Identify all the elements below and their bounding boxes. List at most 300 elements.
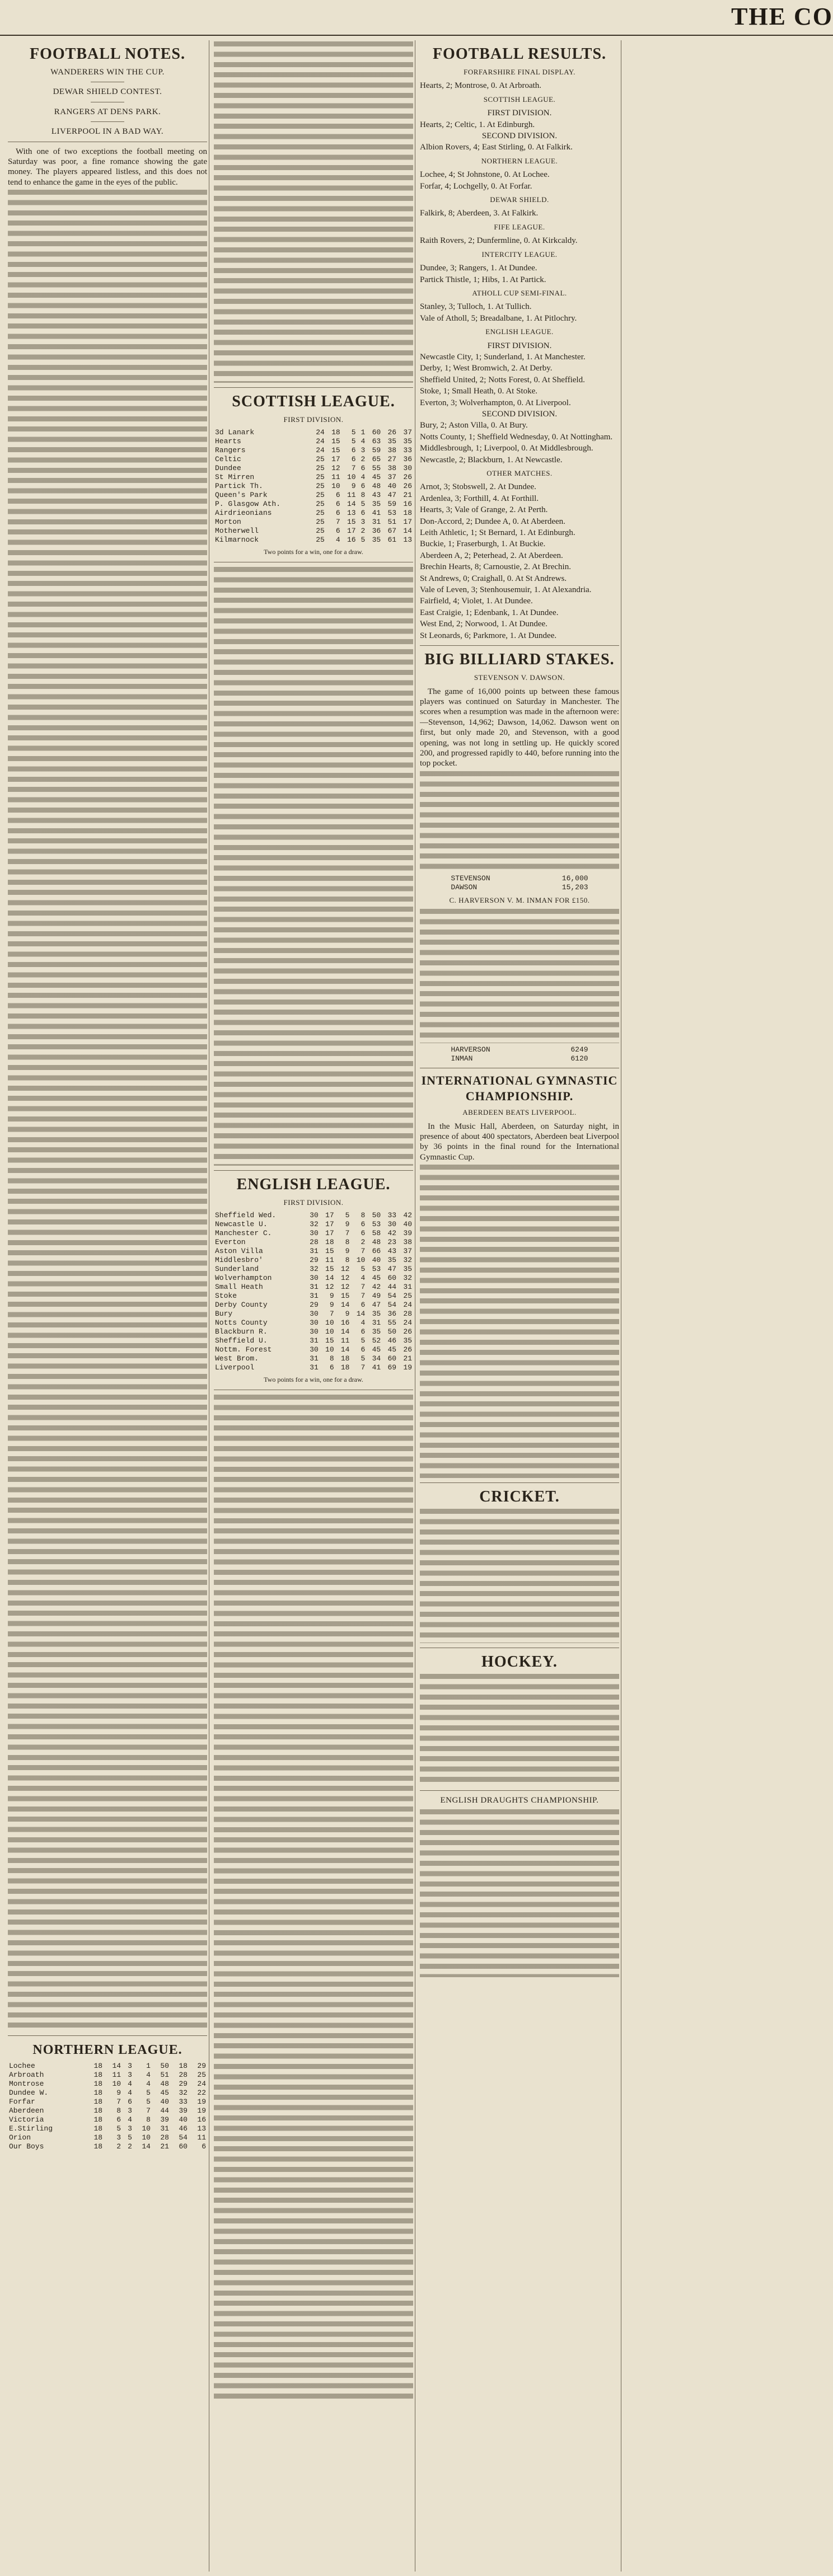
stat-cell: 42: [387, 1229, 397, 1238]
stat-cell: 29: [310, 1256, 319, 1265]
team-cell: St Mirren: [215, 473, 255, 482]
result-line: East Craigie, 1; Edenbank, 1. At Dundee.: [420, 608, 559, 617]
stat-cell: 24: [403, 1319, 412, 1327]
stat-cell: 28: [160, 2133, 169, 2142]
stat-cell: 18: [93, 2106, 103, 2115]
stat-cell: 5: [345, 1211, 350, 1220]
article-text-block: [8, 190, 207, 2031]
article-text-block: [420, 909, 619, 1043]
result-line: Derby, 1; West Bromwich, 2. At Derby.: [420, 364, 553, 373]
stat-cell: 55: [372, 464, 381, 473]
stat-cell: 4: [361, 1274, 366, 1283]
stat-cell: 6: [335, 509, 340, 518]
result-line: FIRST DIVISION.: [487, 109, 552, 118]
stat-cell: 14: [347, 500, 356, 509]
stat-cell: 35: [387, 1256, 397, 1265]
stat-cell: 6: [128, 2098, 132, 2106]
results-section-title: OTHER MATCHES.: [486, 469, 553, 477]
stat-cell: 7: [361, 1363, 366, 1372]
stat-cell: 6: [361, 509, 366, 518]
table-row: [8, 2115, 207, 2124]
scottish-league-heading: SCOTTISH LEAGUE.: [232, 393, 395, 410]
stat-cell: 5: [361, 1336, 366, 1345]
stat-cell: 33: [387, 1211, 397, 1220]
stat-cell: 5: [128, 2133, 132, 2142]
stat-cell: 53: [387, 509, 397, 518]
result-line: Aberdeen A, 2; Peterhead, 2. At Aberdeen.: [420, 551, 563, 560]
stat-cell: 5: [146, 2098, 151, 2106]
stat-cell: 12: [340, 1283, 350, 1292]
table-row: [214, 1345, 413, 1354]
gymnastics-scores-block: [420, 1165, 619, 1478]
stat-cell: 5: [351, 428, 356, 437]
stat-cell: 21: [403, 491, 412, 500]
stat-cell: 31: [372, 1319, 381, 1327]
stat-cell: 7: [361, 1292, 366, 1301]
stat-cell: 5: [146, 2089, 151, 2098]
stat-cell: 67: [387, 527, 397, 536]
column-leagues: [214, 41, 413, 2570]
stat-cell: 4: [146, 2071, 151, 2080]
team-cell: P. Glasgow Ath.: [215, 500, 281, 509]
stat-cell: 30: [403, 464, 412, 473]
stat-cell: 7: [329, 1310, 334, 1319]
stat-cell: 3: [128, 2071, 132, 2080]
stat-cell: 16: [403, 500, 412, 509]
stat-cell: 11: [197, 2133, 206, 2142]
stat-cell: 45: [387, 1345, 397, 1354]
stat-cell: 66: [372, 1247, 381, 1256]
stat-cell: 43: [387, 1247, 397, 1256]
stat-cell: 4: [128, 2089, 132, 2098]
stat-cell: 45: [372, 1274, 381, 1283]
article-text-block: [214, 1395, 413, 2402]
stat-cell: 31: [310, 1247, 319, 1256]
stat-cell: 7: [116, 2098, 121, 2106]
stat-cell: 44: [387, 1283, 397, 1292]
team-cell: Aston Villa: [215, 1247, 263, 1256]
billiards-match: STEVENSON V. DAWSON.: [474, 673, 565, 682]
stat-cell: 3: [128, 2124, 132, 2133]
divider: [214, 387, 413, 388]
stat-cell: 18: [93, 2089, 103, 2098]
stat-cell: 15: [325, 1265, 334, 1274]
stat-cell: 25: [316, 482, 325, 491]
table-row: [214, 1238, 413, 1247]
stat-cell: 7: [361, 1283, 366, 1292]
team-cell: Middlesbro': [215, 1256, 263, 1265]
result-line: Raith Rovers, 2; Dunfermline, 0. At Kirkcaldy.: [420, 236, 578, 246]
table-row: [214, 1363, 413, 1372]
stat-cell: 50: [372, 1211, 381, 1220]
stat-cell: 47: [387, 1265, 397, 1274]
stat-cell: 8: [361, 1211, 366, 1220]
team-cell: DAWSON: [451, 883, 478, 891]
table-row: [214, 437, 413, 446]
team-cell: Dundee W.: [9, 2089, 49, 2098]
stat-cell: 14: [112, 2062, 121, 2071]
team-cell: Queen's Park: [215, 491, 268, 500]
result-line: Dundee, 3; Rangers, 1. At Dundee.: [420, 264, 537, 273]
divider: [8, 2035, 207, 2036]
stat-cell: 15,203: [561, 883, 588, 891]
result-line: Newcastle, 2; Blackburn, 1. At Newcastle.: [420, 455, 563, 464]
team-cell: Orion: [9, 2133, 31, 2142]
table-row: [214, 446, 413, 455]
stat-cell: 6: [335, 527, 340, 536]
stat-cell: 17: [325, 1220, 334, 1229]
result-line: Vale of Leven, 3; Stenhousemuir, 1. At Alexandria.: [420, 585, 592, 595]
stat-cell: 39: [160, 2115, 169, 2124]
stat-cell: 35: [372, 500, 381, 509]
stat-cell: 38: [387, 464, 397, 473]
table-row: [8, 2098, 207, 2106]
stat-cell: 25: [316, 518, 325, 527]
stat-cell: 8: [329, 1354, 334, 1363]
stat-cell: 69: [387, 1363, 397, 1372]
hockey-heading: HOCKEY.: [481, 1653, 558, 1671]
results-list: [420, 67, 619, 641]
stat-cell: 9: [351, 482, 356, 491]
stat-cell: 12: [325, 1283, 334, 1292]
stat-cell: 34: [372, 1354, 381, 1363]
team-cell: Motherwell: [215, 527, 259, 536]
table-row: [450, 1054, 589, 1063]
stat-cell: 29: [310, 1301, 319, 1310]
results-section-title: NORTHERN LEAGUE.: [481, 156, 558, 165]
stat-cell: 30: [310, 1310, 319, 1319]
stat-cell: 30: [310, 1327, 319, 1336]
stat-cell: 32: [310, 1265, 319, 1274]
stat-cell: 22: [197, 2089, 206, 2098]
stat-cell: 2: [128, 2142, 132, 2151]
stat-cell: 7: [146, 2106, 151, 2115]
stat-cell: 24: [197, 2080, 206, 2089]
article-text-block: [420, 771, 619, 872]
stat-cell: 52: [372, 1336, 381, 1345]
table-row: [214, 473, 413, 482]
team-cell: 3d Lanark: [215, 428, 255, 437]
stat-cell: 4: [128, 2080, 132, 2089]
table-row: [214, 536, 413, 545]
stat-cell: 3: [128, 2062, 132, 2071]
stat-cell: 35: [372, 536, 381, 545]
results-section-title: ENGLISH LEAGUE.: [485, 327, 554, 336]
result-line: FIRST DIVISION.: [487, 341, 552, 350]
stat-cell: 53: [372, 1220, 381, 1229]
stat-cell: 16: [347, 536, 356, 545]
stat-cell: 30: [310, 1345, 319, 1354]
table-row: [214, 1283, 413, 1292]
stat-cell: 9: [345, 1247, 350, 1256]
stat-cell: 18: [93, 2071, 103, 2080]
team-cell: Nottm. Forest: [215, 1345, 272, 1354]
table-row: [214, 1292, 413, 1301]
stat-cell: 47: [387, 491, 397, 500]
team-cell: Hearts: [215, 437, 241, 446]
results-section-title: ATHOLL CUP SEMI-FINAL.: [472, 288, 567, 297]
stat-cell: 36: [372, 527, 381, 536]
stat-cell: 2: [116, 2142, 121, 2151]
stat-cell: 33: [403, 446, 412, 455]
stat-cell: 18: [325, 1238, 334, 1247]
divider: [420, 1482, 619, 1483]
stat-cell: 41: [372, 1363, 381, 1372]
stat-cell: 10: [142, 2133, 151, 2142]
team-cell: Newcastle U.: [215, 1220, 268, 1229]
stat-cell: 45: [372, 473, 381, 482]
team-cell: Liverpool: [215, 1363, 255, 1372]
stat-cell: 3: [361, 446, 366, 455]
stat-cell: 14: [340, 1301, 350, 1310]
stat-cell: 40: [160, 2098, 169, 2106]
stat-cell: 40: [387, 482, 397, 491]
team-cell: Kilmarnock: [215, 536, 259, 545]
stat-cell: 18: [340, 1354, 350, 1363]
gymnastic-heading: INTERNATIONAL GYMNASTIC CHAMPIONSHIP.: [421, 1073, 618, 1104]
stat-cell: 15: [331, 437, 340, 446]
column-football-notes: [8, 41, 207, 2570]
table-row: [214, 428, 413, 437]
stat-cell: 16,000: [561, 874, 588, 883]
result-line: St Andrews, 0; Craighall, 0. At St Andrews.: [420, 574, 567, 583]
stat-cell: 30: [310, 1211, 319, 1220]
table-row: [214, 1354, 413, 1363]
stat-cell: 35: [403, 1265, 412, 1274]
result-line: St Leonards, 6; Parkmore, 1. At Dundee.: [420, 631, 557, 640]
table-row: [214, 1229, 413, 1238]
team-cell: HARVERSON: [451, 1045, 490, 1054]
results-section-title: DEWAR SHIELD.: [490, 195, 549, 204]
result-line: Lochee, 4; St Johnstone, 0. At Lochee.: [420, 170, 550, 180]
stat-cell: 31: [310, 1363, 319, 1372]
stat-cell: 6: [351, 455, 356, 464]
stat-cell: 48: [372, 1238, 381, 1247]
stat-cell: 8: [116, 2106, 121, 2115]
stat-cell: 14: [403, 527, 412, 536]
stat-cell: 18: [93, 2098, 103, 2106]
stat-cell: 18: [340, 1363, 350, 1372]
stat-cell: 6: [335, 500, 340, 509]
stat-cell: 33: [179, 2098, 188, 2106]
stat-cell: 13: [197, 2124, 206, 2133]
stat-cell: 12: [331, 464, 340, 473]
stat-cell: 4: [128, 2115, 132, 2124]
stat-cell: 46: [387, 1336, 397, 1345]
stat-cell: 50: [387, 1327, 397, 1336]
stat-cell: 46: [179, 2124, 188, 2133]
stat-cell: 9: [345, 1220, 350, 1229]
stat-cell: 28: [310, 1238, 319, 1247]
stat-cell: 15: [331, 446, 340, 455]
stat-cell: 51: [160, 2071, 169, 2080]
stat-cell: 9: [345, 1310, 350, 1319]
table-row: [450, 883, 589, 892]
result-line: Fairfield, 4; Violet, 1. At Dundee.: [420, 597, 533, 606]
result-line: Newcastle City, 1; Sunderland, 1. At Manchester.: [420, 352, 586, 362]
stat-cell: 13: [347, 509, 356, 518]
stat-cell: 15: [347, 518, 356, 527]
table-row: [214, 491, 413, 500]
stat-cell: 25: [316, 473, 325, 482]
team-cell: Sheffield Wed.: [215, 1211, 277, 1220]
stat-cell: 44: [160, 2106, 169, 2115]
stat-cell: 42: [372, 1283, 381, 1292]
table-row: [8, 2089, 207, 2098]
stat-cell: 38: [403, 1238, 412, 1247]
stat-cell: 19: [197, 2098, 206, 2106]
stat-cell: 9: [329, 1301, 334, 1310]
stat-cell: 6: [361, 1327, 366, 1336]
stat-cell: 2: [361, 455, 366, 464]
stat-cell: 63: [372, 437, 381, 446]
stat-cell: 4: [335, 536, 340, 545]
article-text-block: [214, 41, 413, 383]
result-line: West End, 2; Norwood, 1. At Dundee.: [420, 620, 547, 629]
table-row: [450, 1045, 589, 1054]
result-line: SECOND DIVISION.: [481, 409, 558, 419]
team-cell: Sheffield U.: [215, 1336, 268, 1345]
stat-cell: 3: [361, 518, 366, 527]
result-line: Vale of Atholl, 5; Breadalbane, 1. At Pitlochry.: [420, 313, 577, 323]
team-cell: Wolverhampton: [215, 1274, 272, 1283]
stat-cell: 38: [387, 446, 397, 455]
table-row: [8, 2124, 207, 2133]
table-row: [8, 2106, 207, 2115]
stat-cell: 31: [310, 1354, 319, 1363]
cricket-heading: CRICKET.: [479, 1488, 560, 1506]
stat-cell: 6: [335, 491, 340, 500]
table-row: [214, 482, 413, 491]
stat-cell: 8: [345, 1256, 350, 1265]
stat-cell: 32: [403, 1256, 412, 1265]
stat-cell: 48: [160, 2080, 169, 2089]
stat-cell: 6: [361, 1345, 366, 1354]
result-line: Everton, 3; Wolverhampton, 0. At Liverpool.: [420, 398, 571, 407]
stat-cell: 30: [310, 1319, 319, 1327]
stat-cell: 31: [310, 1336, 319, 1345]
result-line: Middlesbrough, 1; Liverpool, 0. At Middlesbrough.: [420, 444, 593, 453]
stat-cell: 16: [197, 2115, 206, 2124]
stat-cell: 8: [345, 1238, 350, 1247]
stat-cell: 26: [403, 482, 412, 491]
stat-cell: 9: [116, 2089, 121, 2098]
team-cell: Partick Th.: [215, 482, 263, 491]
stat-cell: 48: [372, 482, 381, 491]
football-results-heading: FOOTBALL RESULTS.: [432, 45, 607, 63]
team-cell: Sunderland: [215, 1265, 259, 1274]
stat-cell: 2: [361, 1238, 366, 1247]
team-cell: Arbroath: [9, 2071, 44, 2080]
stat-cell: 10: [325, 1327, 334, 1336]
stat-cell: 21: [160, 2142, 169, 2151]
team-cell: Dundee: [215, 464, 241, 473]
stat-cell: 11: [347, 491, 356, 500]
stat-cell: 49: [372, 1292, 381, 1301]
stat-cell: 7: [345, 1229, 350, 1238]
stat-cell: 5: [116, 2124, 121, 2133]
result-line: Hearts, 3; Vale of Grange, 2. At Perth.: [420, 505, 548, 515]
stat-cell: 45: [372, 1345, 381, 1354]
stat-cell: 54: [387, 1301, 397, 1310]
stat-cell: 30: [310, 1274, 319, 1283]
team-cell: E.Stirling: [9, 2124, 53, 2133]
result-line: Stanley, 3; Tulloch, 1. At Tullich.: [420, 302, 532, 312]
team-cell: Aberdeen: [9, 2106, 44, 2115]
stat-cell: 6249: [570, 1045, 588, 1054]
team-cell: Airdrieonians: [215, 509, 272, 518]
divider: [420, 1790, 619, 1791]
team-cell: Celtic: [215, 455, 241, 464]
stat-cell: 10: [325, 1345, 334, 1354]
results-section-title: FIFE LEAGUE.: [494, 222, 545, 231]
table-row: [214, 1211, 413, 1220]
stat-cell: 32: [179, 2089, 188, 2098]
results-section-title: INTERCITY LEAGUE.: [481, 250, 558, 259]
stat-cell: 6: [329, 1363, 334, 1372]
result-line: SECOND DIVISION.: [481, 132, 558, 141]
stat-cell: 26: [387, 428, 397, 437]
stat-cell: 5: [361, 1265, 366, 1274]
table-row: [214, 1310, 413, 1319]
result-line: Partick Thistle, 1; Hibs, 1. At Partick.: [420, 275, 546, 284]
team-cell: Morton: [215, 518, 241, 527]
stat-cell: 24: [316, 437, 325, 446]
stat-cell: 14: [325, 1274, 334, 1283]
result-line: Ardenlea, 3; Forthill, 4. At Forthill.: [420, 494, 539, 503]
stat-cell: 50: [160, 2062, 169, 2071]
table-row: [214, 1274, 413, 1283]
stat-cell: 11: [325, 1256, 334, 1265]
stat-cell: 24: [316, 428, 325, 437]
stat-cell: 28: [179, 2071, 188, 2080]
stat-cell: 39: [179, 2106, 188, 2115]
stat-cell: 36: [387, 1310, 397, 1319]
result-line: Leith Athletic, 1; St Bernard, 1. At Edinburgh.: [420, 528, 575, 538]
result-line: Notts County, 1; Sheffield Wednesday, 0. At Nottingham.: [420, 432, 613, 442]
subheading: RANGERS AT DENS PARK.: [54, 107, 161, 116]
stat-cell: 1: [361, 428, 366, 437]
team-cell: STEVENSON: [451, 874, 490, 883]
stat-cell: 25: [316, 491, 325, 500]
stat-cell: 31: [310, 1283, 319, 1292]
stat-cell: 25: [197, 2071, 206, 2080]
table-row: [214, 464, 413, 473]
draughts-heading: ENGLISH DRAUGHTS CHAMPIONSHIP.: [440, 1796, 599, 1805]
points-note: Two points for a win, one for a draw.: [264, 548, 363, 556]
column-results: [420, 41, 619, 2570]
masthead: [0, 0, 833, 36]
stat-cell: 25: [316, 509, 325, 518]
stat-cell: 25: [403, 1292, 412, 1301]
result-line: Buckie, 1; Fraserburgh, 1. At Buckie.: [420, 539, 546, 549]
team-cell: Forfar: [9, 2098, 35, 2106]
stat-cell: 11: [331, 473, 340, 482]
stat-cell: 8: [146, 2115, 151, 2124]
stat-cell: 21: [403, 1354, 412, 1363]
stat-cell: 26: [403, 1345, 412, 1354]
english-league-table: [214, 1211, 413, 1372]
scottish-league-division: FIRST DIVISION.: [283, 415, 344, 424]
stat-cell: 16: [340, 1319, 350, 1327]
stat-cell: 58: [372, 1229, 381, 1238]
team-cell: Bury: [215, 1310, 233, 1319]
stat-cell: 19: [197, 2106, 206, 2115]
stat-cell: 4: [146, 2080, 151, 2089]
stat-cell: 18: [331, 428, 340, 437]
stat-cell: 28: [403, 1310, 412, 1319]
masthead-title: THE CO: [731, 3, 833, 30]
